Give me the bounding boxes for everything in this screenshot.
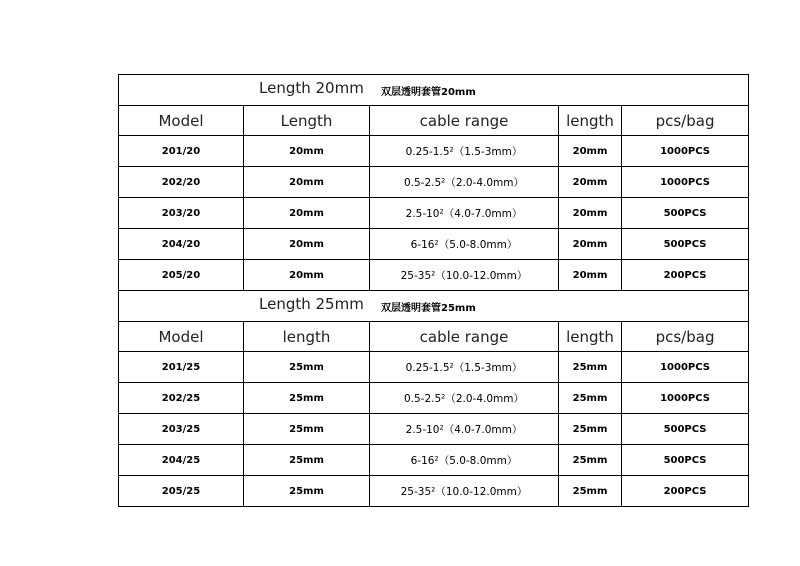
- header-model: Model: [119, 106, 244, 136]
- cell-cable-range: 0.25-1.5²（1.5-3mm）: [370, 352, 559, 383]
- cell-length-2: 25mm: [559, 476, 622, 507]
- cell-pcs-bag: 1000PCS: [622, 383, 749, 414]
- cell-cable-range: 2.5-10²（4.0-7.0mm）: [370, 198, 559, 229]
- header-cable-range: cable range: [370, 106, 559, 136]
- cell-pcs-bag: 500PCS: [622, 198, 749, 229]
- cell-length-2: 25mm: [559, 445, 622, 476]
- cell-pcs-bag: 500PCS: [622, 414, 749, 445]
- cell-model: 201/20: [119, 136, 244, 167]
- section-title-row: [119, 291, 749, 322]
- cell-length-2: 20mm: [559, 198, 622, 229]
- cell-cable-range: 0.5-2.5²（2.0-4.0mm）: [370, 383, 559, 414]
- cell-cable-range: 6-16²（5.0-8.0mm）: [370, 229, 559, 260]
- section-title-cell: [119, 291, 749, 322]
- cell-pcs-bag: 1000PCS: [622, 167, 749, 198]
- cell-model: 205/25: [119, 476, 244, 507]
- cell-length: 25mm: [244, 383, 370, 414]
- section-title-en: Length 25mm: [259, 295, 364, 313]
- cell-model: 204/20: [119, 229, 244, 260]
- cell-cable-range: 6-16²（5.0-8.0mm）: [370, 445, 559, 476]
- cell-length-2: 20mm: [559, 229, 622, 260]
- cell-length: 20mm: [244, 136, 370, 167]
- cell-length: 25mm: [244, 445, 370, 476]
- cell-model: 202/20: [119, 167, 244, 198]
- cell-model: 203/20: [119, 198, 244, 229]
- header-model: Model: [119, 322, 244, 352]
- section-title-row: [119, 75, 749, 106]
- cell-length-2: 20mm: [559, 167, 622, 198]
- table-row: [119, 352, 749, 383]
- header-pcs-bag: pcs/bag: [622, 106, 749, 136]
- table-row: [119, 476, 749, 507]
- cell-model: 205/20: [119, 260, 244, 291]
- cell-cable-range: 0.5-2.5²（2.0-4.0mm）: [370, 167, 559, 198]
- cell-length: 25mm: [244, 414, 370, 445]
- section-title-en: Length 20mm: [259, 79, 364, 97]
- cell-length-2: 25mm: [559, 414, 622, 445]
- table-row: [119, 229, 749, 260]
- header-length-2: length: [559, 322, 622, 352]
- table-row: [119, 383, 749, 414]
- cell-length: 25mm: [244, 476, 370, 507]
- section-title-cn: 双层透明套管25mm: [381, 303, 476, 314]
- cell-length: 20mm: [244, 167, 370, 198]
- cell-pcs-bag: 200PCS: [622, 476, 749, 507]
- section-title-cell: [119, 75, 749, 106]
- table-row: [119, 198, 749, 229]
- header-row: [119, 322, 749, 352]
- cell-pcs-bag: 200PCS: [622, 260, 749, 291]
- cell-model: 202/25: [119, 383, 244, 414]
- cell-model: 204/25: [119, 445, 244, 476]
- cell-length-2: 20mm: [559, 136, 622, 167]
- cell-cable-range: 25-35²（10.0-12.0mm）: [370, 260, 559, 291]
- cell-pcs-bag: 500PCS: [622, 445, 749, 476]
- header-pcs-bag: pcs/bag: [622, 322, 749, 352]
- section-title-cn: 双层透明套管20mm: [381, 87, 476, 98]
- table-row: [119, 167, 749, 198]
- cell-length: 25mm: [244, 352, 370, 383]
- cell-length: 20mm: [244, 260, 370, 291]
- table-row: [119, 414, 749, 445]
- cell-pcs-bag: 500PCS: [622, 229, 749, 260]
- spec-table: [118, 74, 749, 507]
- cell-length: 20mm: [244, 229, 370, 260]
- cell-model: 201/25: [119, 352, 244, 383]
- header-length: Length: [244, 106, 370, 136]
- cell-cable-range: 2.5-10²（4.0-7.0mm）: [370, 414, 559, 445]
- cell-pcs-bag: 1000PCS: [622, 136, 749, 167]
- header-length-2: length: [559, 106, 622, 136]
- cell-length: 20mm: [244, 198, 370, 229]
- cell-length-2: 25mm: [559, 352, 622, 383]
- table-row: [119, 136, 749, 167]
- cell-model: 203/25: [119, 414, 244, 445]
- cell-cable-range: 25-35²（10.0-12.0mm）: [370, 476, 559, 507]
- cell-length-2: 25mm: [559, 383, 622, 414]
- header-row: [119, 106, 749, 136]
- cell-pcs-bag: 1000PCS: [622, 352, 749, 383]
- header-length: length: [244, 322, 370, 352]
- table-row: [119, 445, 749, 476]
- header-cable-range: cable range: [370, 322, 559, 352]
- cell-cable-range: 0.25-1.5²（1.5-3mm）: [370, 136, 559, 167]
- table-row: [119, 260, 749, 291]
- cell-length-2: 20mm: [559, 260, 622, 291]
